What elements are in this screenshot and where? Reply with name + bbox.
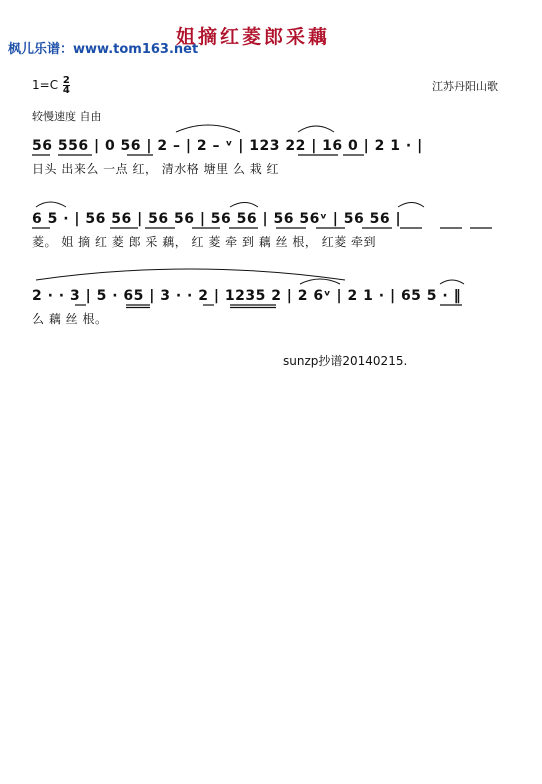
lyrics-line-3: 么 藕 丝 根。 xyxy=(32,312,108,326)
long-slur-arc xyxy=(36,269,345,280)
slur-arc xyxy=(298,126,334,132)
site-watermark: 枫儿乐谱：www.tom163.net xyxy=(8,42,199,57)
tempo-marking: 较慢速度 自由 xyxy=(32,110,102,123)
slur-arc xyxy=(398,203,424,208)
slur-arc xyxy=(230,203,258,208)
notation-line-2: 6 5 · | 56 56 | 56 56 | 56 56 | 56 56ᵛ | 56 56 | xyxy=(32,211,402,227)
lyrics-line-2: 菱。 姐 摘 红 菱 郎 采 藕， 红 菱 牵 到 藕 丝 根， 红菱 牵到 xyxy=(32,235,377,249)
song-title: 姐摘红菱郎采藕 xyxy=(176,26,331,48)
time-numerator: 2 xyxy=(62,75,70,86)
notation-line-3: 2 · · 3 | 5 · 65 | 3 · · 2 | 1235 2 | 2 6ᵛ | 2 1 · | 65 5 · ‖ xyxy=(32,288,462,304)
transcriber-credit: sunzp抄谱20140215. xyxy=(283,354,408,368)
slur-arc xyxy=(300,279,340,284)
notation-line-1: 56 556 | 0 56 | 2 – | 2 – ᵛ | 123 22 | 16 0 | 2 1 · | xyxy=(32,138,423,154)
slur-arc xyxy=(36,202,66,207)
slur-arc xyxy=(440,280,464,284)
song-origin: 江苏丹阳山歌 xyxy=(432,80,498,93)
tie-arc xyxy=(176,125,240,132)
lyrics-line-1: 日头 出来么 一点 红， 清水格 塘里 么 栽 红 xyxy=(32,162,280,176)
time-denominator: 4 xyxy=(62,85,70,96)
key-label: 1=C xyxy=(32,78,59,92)
